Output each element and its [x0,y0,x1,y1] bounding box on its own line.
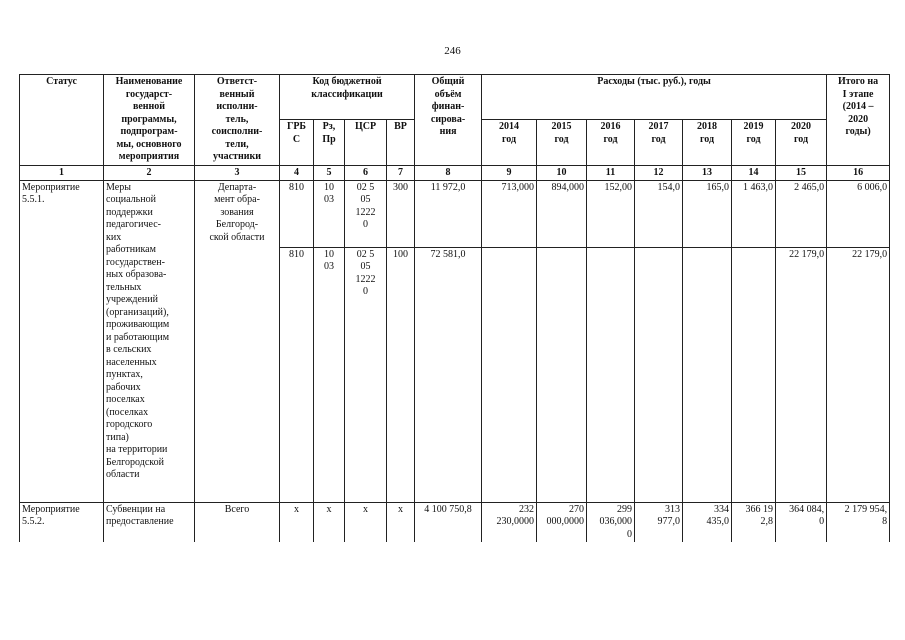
row-status: Мероприятие 5.5.1. [20,180,104,502]
row-status: Мероприятие 5.5.2. [20,502,104,542]
budget-table [19,74,890,542]
column-number: 14 [732,165,776,180]
header-stage-total: Итого на I этапе (2014 – 2020 годы) [827,75,890,166]
cell-2016: 152,00 [587,180,635,247]
cell-2015 [537,247,587,502]
cell-2014 [482,247,537,502]
cell-2019 [732,247,776,502]
column-number-row [20,165,890,180]
header-year-2015: 2015 год [537,120,587,165]
header-year-2016: 2016 год [587,120,635,165]
column-number: 4 [280,165,314,180]
header-row-top [20,75,890,120]
header-vr: ВР [387,120,415,165]
cell-2018: 334 435,0 [683,502,732,542]
column-number: 13 [683,165,732,180]
cell-2019: 366 19 2,8 [732,502,776,542]
column-number: 2 [104,165,195,180]
column-number: 16 [827,165,890,180]
cell-2015: 270 000,0000 [537,502,587,542]
row-name: Меры социальной поддержки педагогичес- ких работникам государствен- ных образова- тельных учреждений (организаций), проживающим и работающим в сельских населенных пунктах, рабочих поселках (поселках городского типа) на территории Белгородской области [104,180,195,502]
cell-vr: x [387,502,415,542]
cell-2020: 364 084, 0 [776,502,827,542]
cell-rzpr: 10 03 [314,180,345,247]
row-name: Субвенции на предоставление [104,502,195,542]
header-executor: Ответст- венный исполни- тель, соисполни- тели, участники [195,75,280,166]
cell-2020: 22 179,0 [776,247,827,502]
column-number: 11 [587,165,635,180]
cell-rzpr: 10 03 [314,247,345,502]
header-year-2020: 2020 год [776,120,827,165]
header-budget-code: Код бюджетной классификации [280,75,415,120]
table-row [20,502,890,542]
column-number: 10 [537,165,587,180]
cell-total: 4 100 750,8 [415,502,482,542]
header-total-volume: Общий объём финан- сирова- ния [415,75,482,166]
cell-grbs: 810 [280,180,314,247]
cell-2016: 299 036,000 0 [587,502,635,542]
cell-2016 [587,247,635,502]
cell-2017: 313 977,0 [635,502,683,542]
cell-vr: 100 [387,247,415,502]
cell-2014: 713,000 [482,180,537,247]
header-name: Наименование государст- венной программы, подпрограм- мы, основного мероприятия [104,75,195,166]
cell-grbs: 810 [280,247,314,502]
cell-csr: x [345,502,387,542]
cell-2018 [683,247,732,502]
column-number: 5 [314,165,345,180]
cell-2018: 165,0 [683,180,732,247]
header-grbs: ГРБ С [280,120,314,165]
cell-stage-total: 6 006,0 [827,180,890,247]
column-number: 8 [415,165,482,180]
column-number: 15 [776,165,827,180]
cell-vr: 300 [387,180,415,247]
header-year-2017: 2017 год [635,120,683,165]
column-number: 3 [195,165,280,180]
header-csr: ЦСР [345,120,387,165]
header-rzpr: Рз, Пр [314,120,345,165]
cell-2019: 1 463,0 [732,180,776,247]
header-year-2018: 2018 год [683,120,732,165]
header-expenses: Расходы (тыс. руб.), годы [482,75,827,120]
row-executor: Департа- мент обра- зования Белгород- ской области [195,180,280,502]
cell-2020: 2 465,0 [776,180,827,247]
column-number: 12 [635,165,683,180]
cell-grbs: x [280,502,314,542]
cell-csr: 02 5 05 1222 0 [345,180,387,247]
cell-csr: 02 5 05 1222 0 [345,247,387,502]
column-number: 6 [345,165,387,180]
row-executor: Всего [195,502,280,542]
cell-2017 [635,247,683,502]
cell-stage-total: 2 179 954, 8 [827,502,890,542]
column-number: 9 [482,165,537,180]
header-year-2014: 2014 год [482,120,537,165]
cell-total: 11 972,0 [415,180,482,247]
table-row [20,180,890,247]
cell-2014: 232 230,0000 [482,502,537,542]
cell-stage-total: 22 179,0 [827,247,890,502]
page-number: 246 [444,45,461,57]
cell-2015: 894,000 [537,180,587,247]
cell-2017: 154,0 [635,180,683,247]
header-year-2019: 2019 год [732,120,776,165]
cell-rzpr: x [314,502,345,542]
column-number: 1 [20,165,104,180]
column-number: 7 [387,165,415,180]
cell-total: 72 581,0 [415,247,482,502]
header-status: Статус [20,75,104,166]
